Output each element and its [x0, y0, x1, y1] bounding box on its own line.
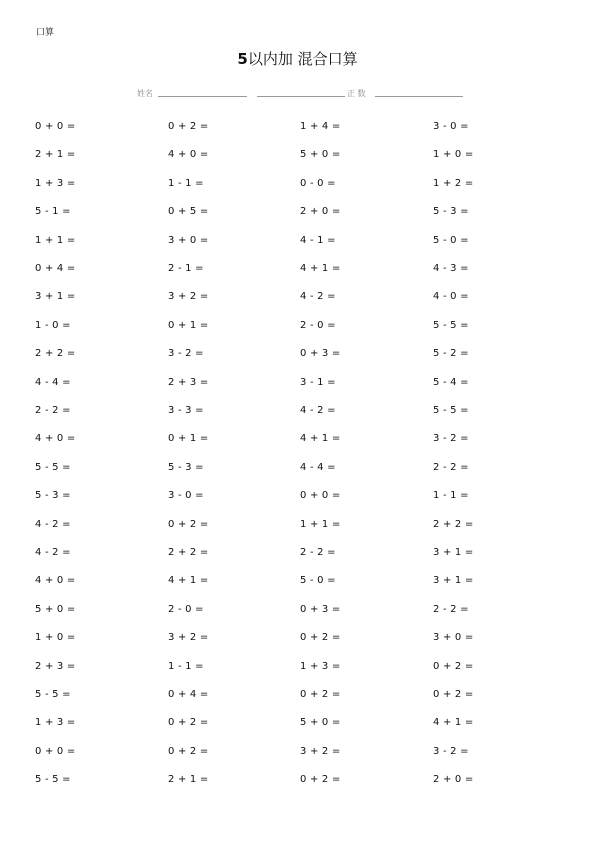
- math-problem: 5 - 4 =: [433, 376, 469, 388]
- math-problem: 4 + 0 =: [35, 575, 76, 587]
- math-problem: 2 + 0 =: [433, 774, 474, 786]
- math-problem: 1 + 0 =: [433, 149, 474, 161]
- math-problem: 2 - 1 =: [168, 263, 204, 274]
- title-number: 5: [237, 50, 248, 68]
- math-problem: 0 - 0 =: [300, 177, 336, 189]
- math-problem: 5 - 5 =: [433, 319, 469, 331]
- math-problem: 2 + 1 =: [168, 774, 209, 786]
- math-problem: 5 + 0 =: [35, 603, 76, 615]
- math-problem: 2 + 2 =: [35, 348, 76, 360]
- math-problem: 5 - 0 =: [433, 234, 469, 246]
- math-problem: 3 + 2 =: [168, 632, 209, 644]
- math-problem: 1 + 0 =: [35, 632, 76, 644]
- score-blank-line: [375, 96, 463, 97]
- math-problem: 3 - 2 =: [433, 433, 469, 445]
- math-problem: 5 - 5 =: [433, 405, 469, 416]
- math-problem: 2 - 0 =: [300, 319, 336, 331]
- math-problem: 4 - 2 =: [35, 518, 71, 530]
- math-problem: 4 + 1 =: [300, 263, 341, 274]
- math-problem: 5 - 0 =: [300, 575, 336, 587]
- math-problem: 5 - 5 =: [35, 774, 71, 786]
- math-problem: 5 - 2 =: [433, 348, 469, 360]
- math-problem: 0 + 2 =: [168, 121, 209, 132]
- math-problem: 1 + 4 =: [300, 121, 341, 132]
- student-info-row: [0, 88, 595, 102]
- math-problem: 3 - 1 =: [300, 376, 336, 388]
- math-problem: 1 + 3 =: [35, 717, 76, 729]
- math-problem: 0 + 0 =: [300, 490, 341, 502]
- math-problem: 1 - 1 =: [433, 490, 469, 502]
- math-problem: 5 + 0 =: [300, 717, 341, 729]
- math-problem: 1 + 1 =: [35, 234, 76, 246]
- math-problem: 2 + 2 =: [433, 518, 474, 530]
- math-problem: 1 + 3 =: [300, 660, 341, 672]
- math-problem: 4 - 3 =: [433, 263, 469, 274]
- math-problem: 0 + 5 =: [168, 206, 209, 218]
- math-problem: 2 - 2 =: [35, 405, 71, 416]
- score-label: 正 数: [347, 89, 366, 98]
- math-problem: 5 - 5 =: [35, 461, 71, 473]
- math-problem: 4 - 4 =: [300, 461, 336, 473]
- math-problem: 3 + 0 =: [433, 632, 474, 644]
- math-problem: 0 + 2 =: [433, 689, 474, 700]
- math-problem: 2 + 2 =: [168, 547, 209, 558]
- math-problem: 2 - 0 =: [168, 603, 204, 615]
- math-problem: 0 + 3 =: [300, 348, 341, 360]
- math-problem: 1 - 0 =: [35, 319, 71, 331]
- math-problem: 4 - 2 =: [35, 547, 71, 558]
- math-problem: 2 + 3 =: [35, 660, 76, 672]
- math-problem: 0 + 2 =: [168, 745, 209, 757]
- math-problem: 1 + 2 =: [433, 177, 474, 189]
- math-problem: 3 + 1 =: [433, 575, 474, 587]
- math-problem: 4 + 1 =: [168, 575, 209, 587]
- worksheet-title: [0, 49, 595, 69]
- name-blank-line: [158, 96, 247, 97]
- math-problem: 0 + 2 =: [300, 774, 341, 786]
- math-problem: 4 - 4 =: [35, 376, 71, 388]
- math-problem: 0 + 4 =: [35, 263, 76, 274]
- math-problem: 3 + 2 =: [168, 291, 209, 303]
- math-problem: 0 + 4 =: [168, 689, 209, 700]
- math-problem: 1 + 3 =: [35, 177, 76, 189]
- math-problem: 5 - 3 =: [433, 206, 469, 218]
- math-problem: 3 + 2 =: [300, 745, 341, 757]
- math-problem: 2 + 1 =: [35, 149, 76, 161]
- math-problem: 3 - 2 =: [168, 348, 204, 360]
- math-problem: 5 - 5 =: [35, 689, 71, 700]
- title-text: 以内加 混合口算: [247, 50, 358, 68]
- math-problem: 4 + 0 =: [168, 149, 209, 161]
- math-problem: 0 + 3 =: [300, 603, 341, 615]
- math-problem: 4 - 2 =: [300, 291, 336, 303]
- math-problem: 3 + 1 =: [433, 547, 474, 558]
- math-problem: 3 + 0 =: [168, 234, 209, 246]
- math-problem: 4 + 1 =: [300, 433, 341, 445]
- math-problem: 2 + 0 =: [300, 206, 341, 218]
- math-problem: 4 + 1 =: [433, 717, 474, 729]
- math-problem: 0 + 2 =: [168, 518, 209, 530]
- middle-blank-line: [257, 96, 345, 97]
- worksheet-type-label: 口算: [36, 28, 55, 38]
- math-problem: 2 + 3 =: [168, 376, 209, 388]
- math-problem: 5 - 1 =: [35, 206, 71, 218]
- math-problem: 0 + 2 =: [300, 689, 341, 700]
- math-problem: 4 - 0 =: [433, 291, 469, 303]
- math-problem: 0 + 2 =: [300, 632, 341, 644]
- math-problem: 1 - 1 =: [168, 177, 204, 189]
- math-problem: 4 - 2 =: [300, 405, 336, 416]
- math-problem: 2 - 2 =: [300, 547, 336, 558]
- math-problem: 0 + 0 =: [35, 121, 76, 132]
- math-problem: 0 + 1 =: [168, 433, 209, 445]
- name-label: 姓名: [137, 89, 153, 98]
- math-problem: 3 + 1 =: [35, 291, 76, 303]
- math-problem: 3 - 0 =: [168, 490, 204, 502]
- math-problem: 2 - 2 =: [433, 461, 469, 473]
- math-problem: 0 + 2 =: [168, 717, 209, 729]
- math-problem: 0 + 2 =: [433, 660, 474, 672]
- math-problem: 1 - 1 =: [168, 660, 204, 672]
- math-problem: 5 + 0 =: [300, 149, 341, 161]
- math-problem: 3 - 0 =: [433, 121, 469, 132]
- math-problem: 5 - 3 =: [35, 490, 71, 502]
- math-problem: 0 + 0 =: [35, 745, 76, 757]
- math-problem: 0 + 1 =: [168, 319, 209, 331]
- math-problem: 3 - 3 =: [168, 405, 204, 416]
- math-problem: 3 - 2 =: [433, 745, 469, 757]
- math-problem: 1 + 1 =: [300, 518, 341, 530]
- math-problem: 4 - 1 =: [300, 234, 336, 246]
- math-problem: 4 + 0 =: [35, 433, 76, 445]
- math-problem: 5 - 3 =: [168, 461, 204, 473]
- math-problem: 2 - 2 =: [433, 603, 469, 615]
